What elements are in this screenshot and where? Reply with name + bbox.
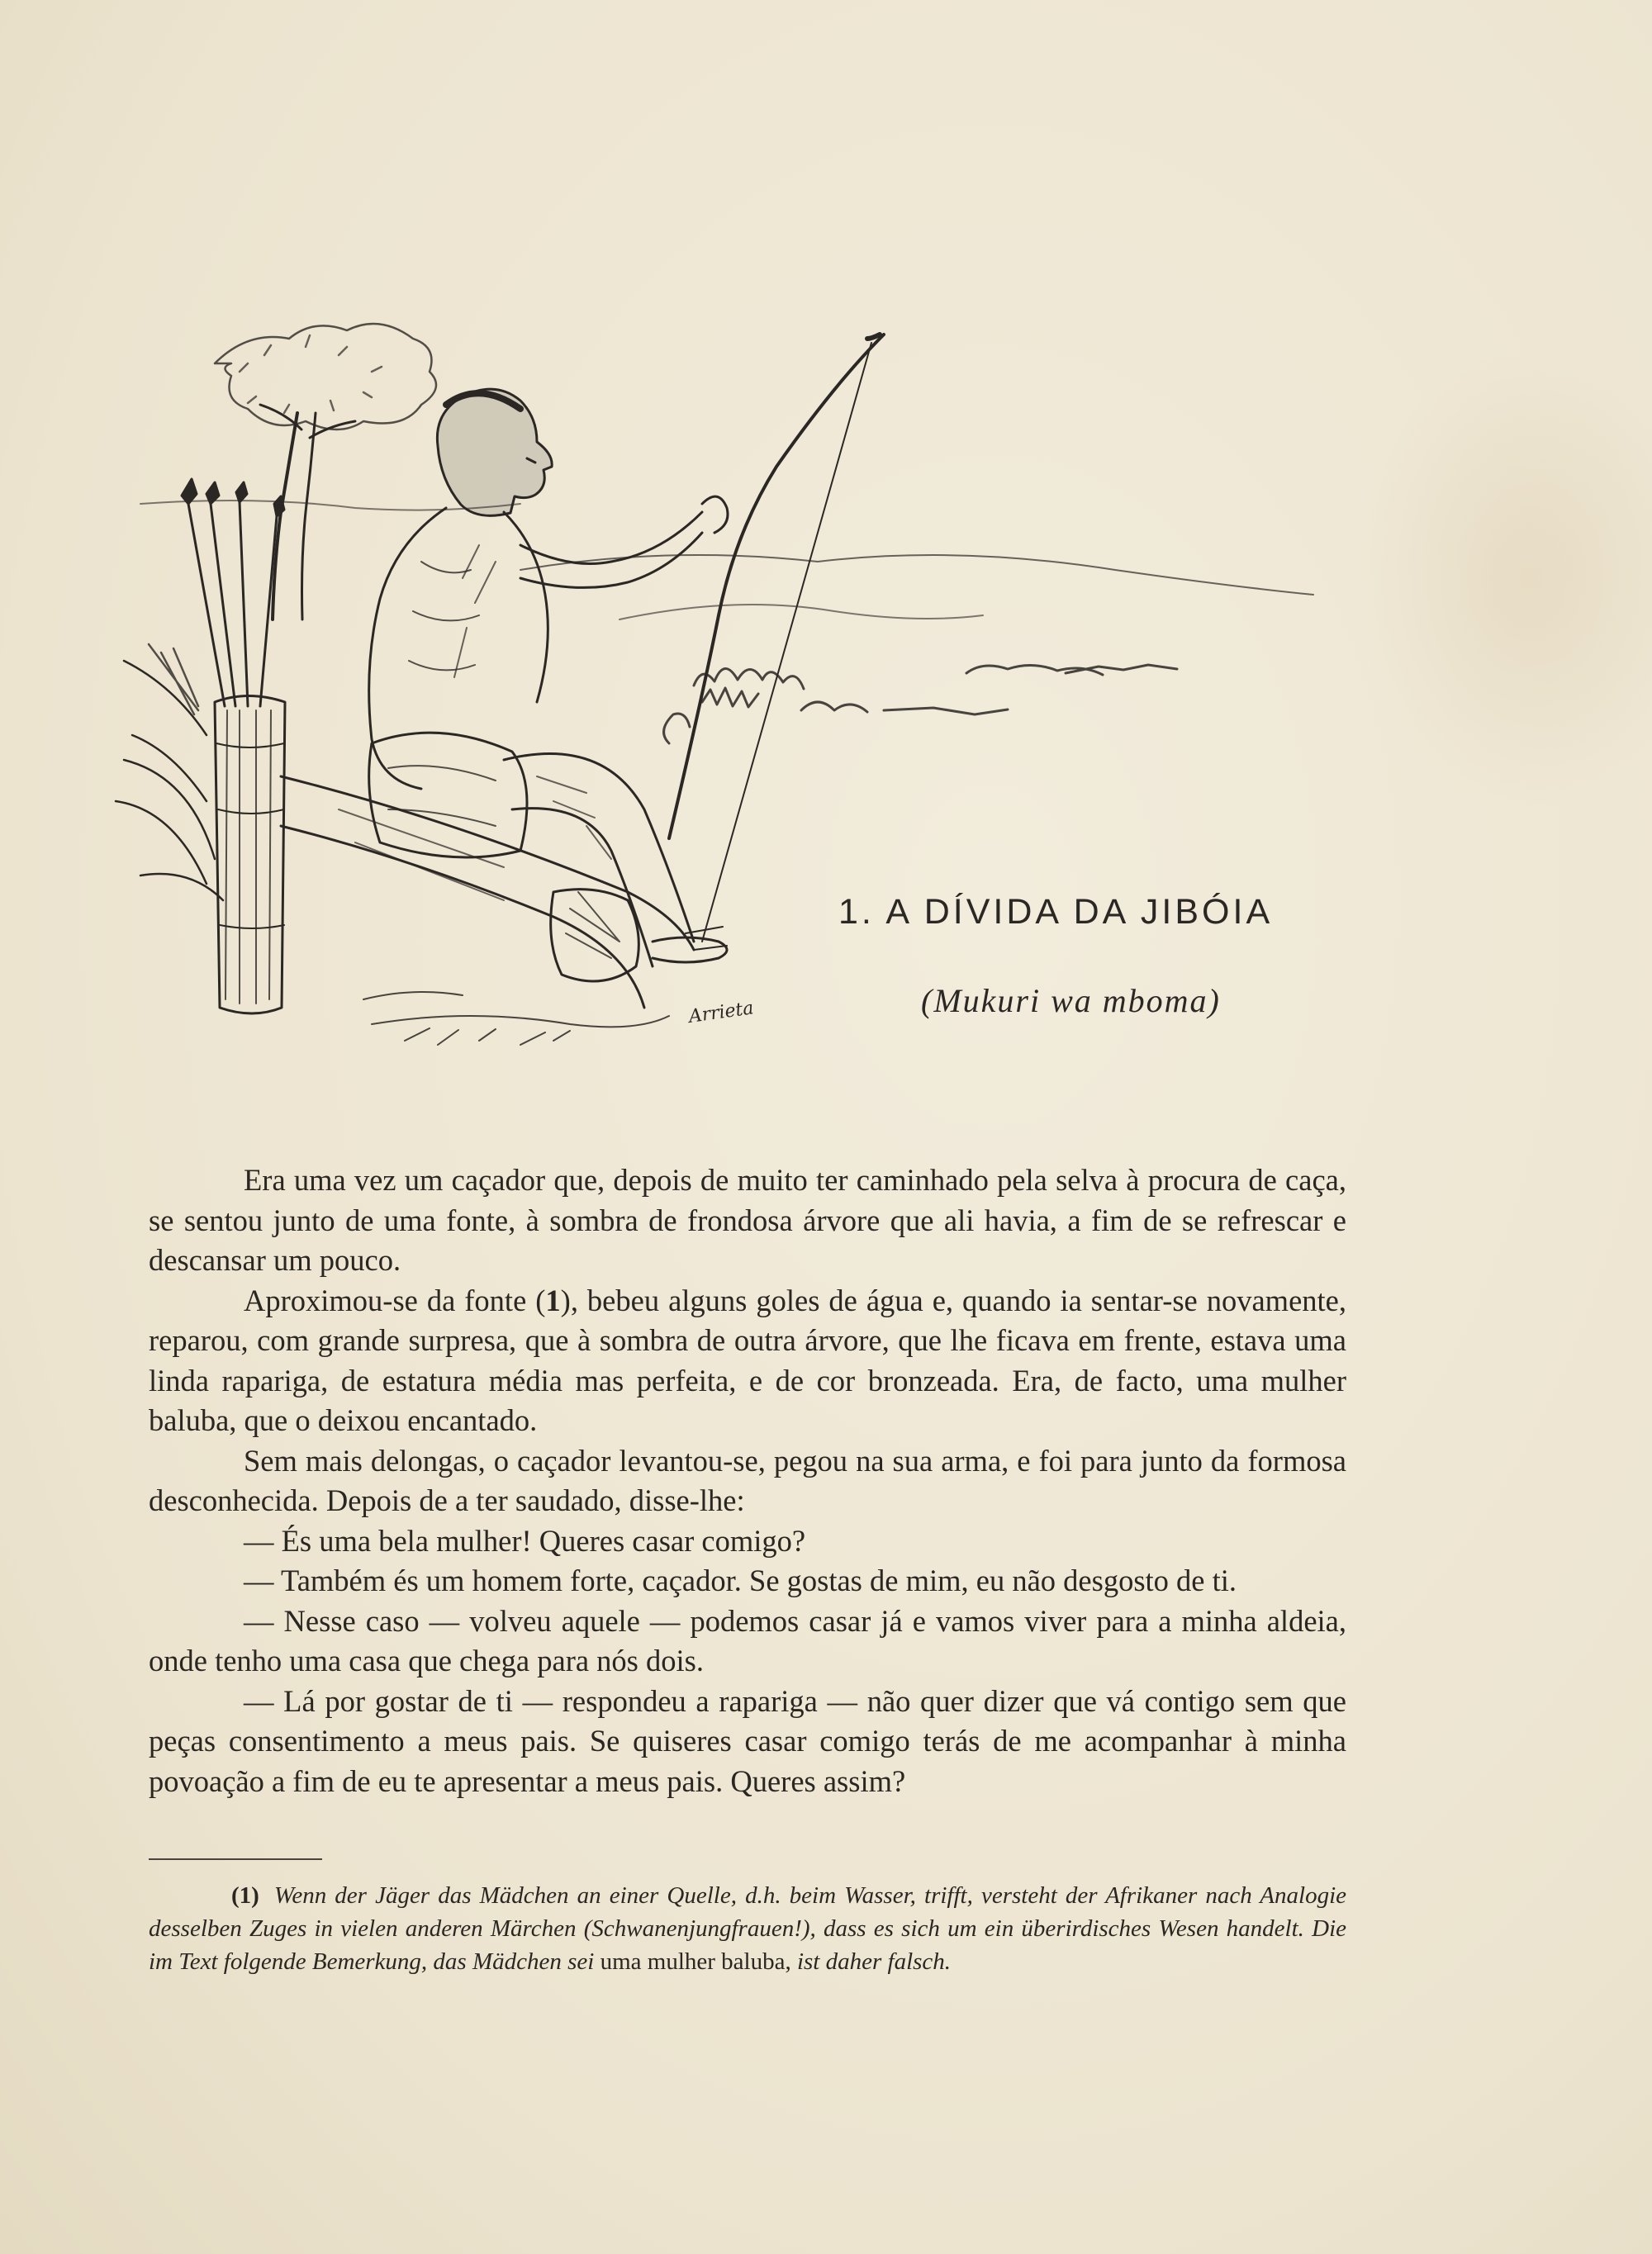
paragraph bbox=[149, 1281, 1346, 1441]
footnote-number: (1) bbox=[231, 1882, 259, 1909]
footnote-ref[interactable]: 1 bbox=[545, 1283, 561, 1317]
paragraph-text: ), bebeu alguns goles de água e, quando ia sentar-se novamente, reparou, com grande surpresa, que à sombra de outra árvore, que lhe ficava em frente, estava uma linda rapariga, de estatura média mas perfeita, e de cor bronzeada. Era, de facto, uma mulher baluba, que o deixou encantado. bbox=[149, 1283, 1346, 1437]
artist-signature: Arrieta bbox=[687, 998, 756, 1027]
footnote-text: ist daher falsch. bbox=[796, 1948, 952, 1975]
chapter-title: 1. A DÍVIDA DA JIBÓIA bbox=[838, 892, 1274, 932]
story-body bbox=[149, 1160, 1346, 1801]
footnote-quote: uma mulher baluba, bbox=[600, 1948, 791, 1975]
paragraph: Era uma vez um caçador que, depois de muito ter caminhado pela selva à procura de caça, se sentou junto de uma fonte, à sombra de frondosa árvore que ali havia, a fim de se refrescar e descansar um pouco. bbox=[149, 1163, 1346, 1277]
footnote-text: Wenn der Jäger das Mädchen an einer Quelle, d.h. beim Wasser, trifft, versteht der Afrikaner nach Analogie desselben Zuges in vielen anderen Märchen (Schwanenjungfrauen!), dass es sich um ein überirdisches Wesen handelt. Die im Text folgende Bemerkung, das Mädchen sei bbox=[149, 1882, 1346, 1975]
paragraph-text: Aproximou-se da fonte ( bbox=[244, 1283, 546, 1317]
chapter-subtitle: (Mukuri wa mboma) bbox=[921, 982, 1221, 1019]
dialogue-line: — És uma bela mulher! Queres casar comigo? bbox=[244, 1523, 806, 1558]
footnote bbox=[149, 1879, 1346, 1978]
footnote-divider bbox=[149, 1858, 322, 1860]
paragraph: Sem mais delongas, o caçador levantou-se, pegou na sua arma, e foi para junto da formosa desconhecida. Depois de a ter saudado, disse-lhe: bbox=[149, 1443, 1346, 1517]
dialogue-line: — Também és um homem forte, caçador. Se gostas de mim, eu não desgosto de ti. bbox=[244, 1564, 1237, 1597]
dialogue-line: — Nesse caso — volveu aquele — podemos casar já e vamos viver para a minha aldeia, onde tenho uma casa que chega para nós dois. bbox=[149, 1603, 1346, 1677]
dialogue-line: — Lá por gostar de ti — respondeu a rapariga — não quer dizer que vá contigo sem que peças consentimento a meus pais. Se quiseres casar comigo terás de me acompanhar à minha povoação a fim de eu te apresentar a meus pais. Queres assim? bbox=[149, 1683, 1346, 1798]
paper-stain bbox=[1355, 347, 1652, 809]
